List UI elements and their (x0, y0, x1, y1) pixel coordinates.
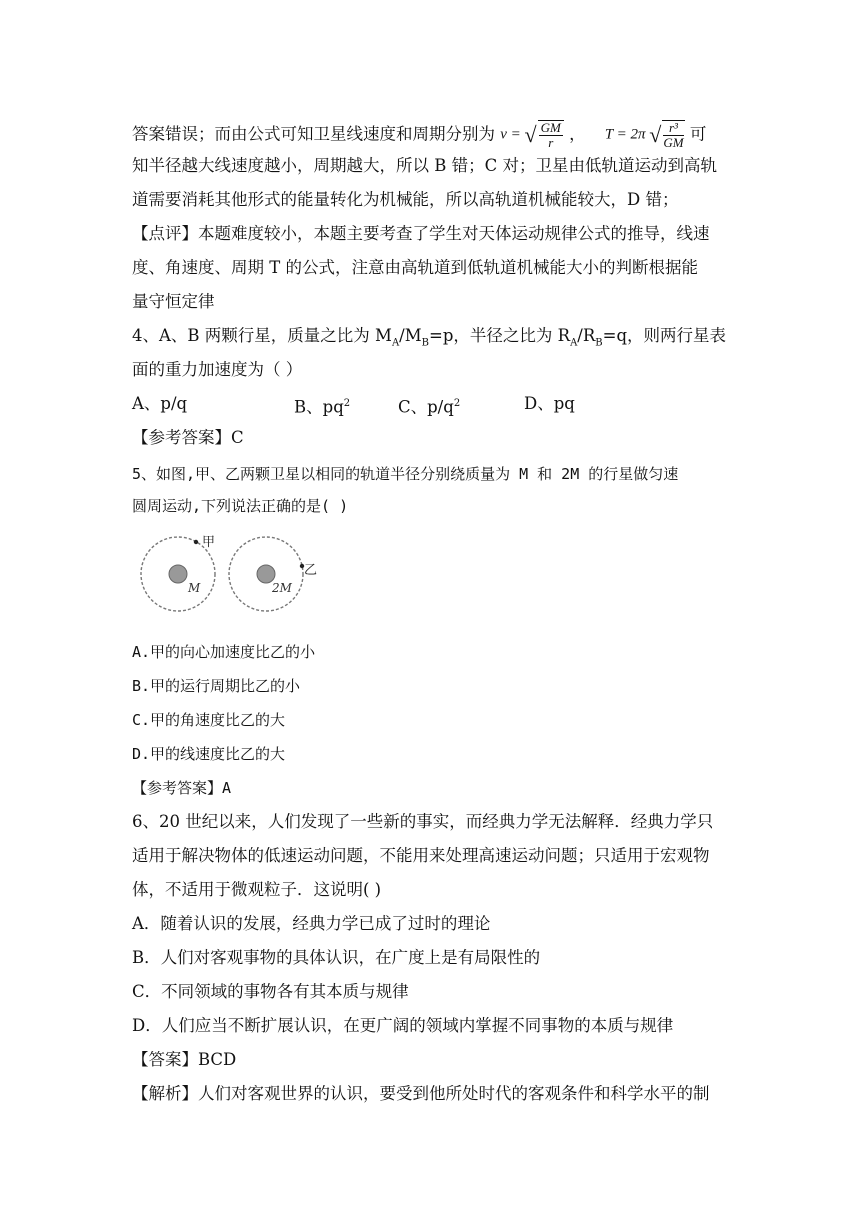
label-jia: 甲 (202, 535, 216, 550)
satellite-jia (194, 540, 198, 544)
formula-gm-den: GM (663, 135, 684, 150)
q5-option-d: D.甲的线速度比乙的大 (132, 745, 286, 763)
q4-text-a: 4、A、B 两颗行星，质量之比为 M (132, 326, 392, 345)
sqrt-symbol-icon: √ (524, 122, 537, 147)
formula-t-label: T = 2π (604, 126, 646, 143)
q5-option-b: B.甲的运行周期比乙的小 (132, 677, 301, 695)
q4-option-b-sup: 2 (343, 398, 351, 409)
q6-stem-line-2: 适用于解决物体的低速运动问题，不能用来处理高速运动问题；只适用于宏观物 (132, 846, 710, 865)
formula-r-den: r (548, 135, 554, 150)
label-m: M (188, 581, 201, 595)
text-line-2: 知半径越大线速度越小，周期越大，所以 B 错；C 对；卫星由低轨道运动到高轨 (132, 156, 717, 175)
period-formula (605, 120, 685, 150)
q4-text-b: /M (399, 326, 422, 345)
q6-option-d: D．人们应当不断扩展认识，在更广阔的领域内掌握不同事物的本质与规律 (132, 1016, 674, 1035)
q4-sub-a1: A (391, 337, 400, 349)
q6-option-a: A．随着认识的发展，经典力学已成了过时的理论 (132, 914, 491, 933)
q6-analysis: 【解析】人们对客观世界的认识，要受到他所处时代的客观条件和科学水平的制 (132, 1084, 710, 1103)
q4-sub-b1: B (421, 337, 429, 349)
q5-option-c: C.甲的角速度比乙的大 (132, 711, 286, 729)
text-line-4: 【点评】本题难度较小，本题主要考查了学生对天体运动规律公式的推导，线速 (132, 224, 710, 243)
q4-option-b (294, 392, 350, 420)
text-line-3: 道需要消耗其他形式的能量转化为机械能，所以高轨道机械能较大，D 错； (132, 190, 679, 209)
q4-text-e: =q，则两行星表 (602, 326, 727, 345)
line-1-comma: ， (569, 124, 586, 144)
q4-sub-a2: A (570, 337, 578, 349)
formula-gm-num: GM (540, 120, 561, 135)
line-1-end: 可 (689, 124, 707, 144)
q4-option-b-text: B、pq (294, 397, 344, 417)
sqrt-symbol-icon: √ (649, 122, 662, 147)
orbit-figure (132, 530, 318, 624)
q4-option-c (398, 392, 460, 420)
q6-option-c: C．不同领域的事物各有其本质与规律 (132, 982, 409, 1001)
planet-m (169, 565, 187, 583)
velocity-formula (500, 120, 564, 150)
q4-option-c-text: C、p/q (398, 397, 454, 417)
formula-r3-num: r³ (663, 121, 683, 136)
text-line-5: 度、角速度、周期 T 的公式，注意由高轨道到低轨道机械能大小的判断根据能 (132, 258, 698, 277)
label-2m: 2M (272, 581, 292, 595)
q5-answer: 【参考答案】A (132, 779, 232, 797)
q5-stem-line-2: 圆周运动,下列说法正确的是( ) (132, 497, 349, 515)
q5-option-a: A.甲的向心加速度比乙的小 (132, 643, 316, 661)
q4-sub-b2: B (595, 337, 603, 349)
q6-option-b: B．人们对客观事物的具体认识，在广度上是有局限性的 (132, 948, 541, 967)
q4-text-d: /R (577, 326, 596, 345)
text-line-6: 量守恒定律 (132, 292, 215, 311)
q6-stem-line-3: 体，不适用于微观粒子．这说明( ) (132, 880, 382, 899)
text-line-1 (132, 120, 706, 150)
q4-answer: 【参考答案】C (132, 428, 244, 447)
q4-text-c: =p，半径之比为 R (429, 326, 571, 345)
orbit-diagram (132, 530, 318, 620)
formula-v-label: v = (500, 126, 521, 143)
label-yi: 乙 (304, 563, 318, 578)
line-1-text: 答案错误；而由公式可知卫星线速度和周期分别为 (132, 124, 495, 144)
q4-options (132, 392, 732, 416)
q4-stem-line-1 (132, 324, 726, 355)
q6-stem-line-1: 6、20 世纪以来，人们发现了一些新的事实，而经典力学无法解释．经典力学只 (132, 812, 714, 831)
q4-option-d: D、pq (524, 394, 575, 413)
q4-stem-line-2: 面的重力加速度为（ ） (132, 360, 303, 379)
q5-stem-line-1: 5、如图,甲、乙两颗卫星以相同的轨道半径分别绕质量为 M 和 2M 的行星做匀速 (132, 465, 679, 483)
q4-option-c-sup: 2 (453, 398, 461, 409)
q4-option-a: A、p/q (132, 394, 188, 413)
q6-answer: 【答案】BCD (132, 1050, 237, 1069)
